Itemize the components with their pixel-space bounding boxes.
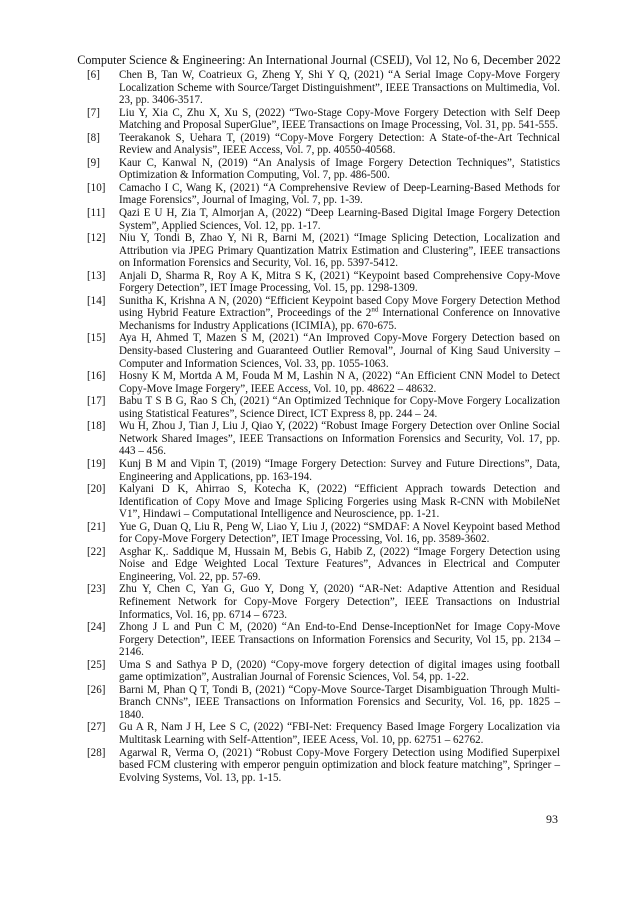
reference-item	[78, 721, 560, 746]
reference-number: [22]	[87, 545, 106, 558]
reference-text	[119, 621, 560, 659]
reference-text-main: Zhu Y, Chen C, Yan G, Guo Y, Dong Y, (2020) “AR-Net: Adaptive Attention and Residual Refinement Network for Copy-Move Forgery Detection”, IEEE Transactions on Industrial Informatics, Vol. 16, pp. 6714 – 6723.	[119, 583, 560, 621]
reference-text	[119, 232, 560, 270]
reference-text-main: Gu A R, Nam J H, Lee S C, (2022) “FBI-Net: Frequency Based Image Forgery Localization via Multitask Learning with Self-Attention”, IEEE Acess, Vol. 10, pp. 62751 – 62762.	[119, 721, 560, 746]
reference-item	[78, 395, 560, 420]
reference-text-main: Babu T S B G, Rao S Ch, (2021) “An Optimized Technique for Copy-Move Forgery Localization using Statistical Features”, Science Direct, ICT Express 8, pp. 244 – 24.	[119, 395, 560, 420]
reference-text-main: Anjali D, Sharma R, Roy A K, Mitra S K, (2021) “Keypoint based Comprehensive Copy-Move Forgery Detection”, IET Image Processing, Vol. 15, pp. 1298-1309.	[119, 269, 560, 295]
reference-number: [7]	[87, 106, 100, 119]
reference-text	[119, 483, 560, 521]
reference-text	[119, 132, 560, 157]
reference-list	[78, 69, 560, 784]
reference-number: [17]	[87, 395, 106, 408]
reference-item	[78, 332, 560, 370]
reference-text	[119, 157, 560, 182]
reference-number: [25]	[87, 658, 106, 671]
reference-number: [10]	[87, 181, 106, 194]
journal-header: Computer Science & Engineering: An International Journal (CSEIJ), Vol 12, No 6, December 2022	[77, 53, 561, 67]
reference-number: [14]	[87, 294, 106, 307]
reference-text	[119, 270, 560, 295]
reference-number: [27]	[87, 721, 106, 734]
reference-text-main: Kaur C, Kanwal N, (2019) “An Analysis of Image Forgery Detection Techniques”, Statistics Optimization & Information Computing, Vol. 7, pp. 486-500.	[119, 156, 560, 182]
reference-item	[78, 132, 560, 157]
reference-number: [28]	[87, 746, 106, 759]
reference-text	[119, 332, 560, 370]
reference-text	[119, 721, 560, 746]
reference-text-main: Qazi E U H, Zia T, Almorjan A, (2022) “Deep Learning-Based Digital Image Forgery Detection System”, Applied Sciences, Vol. 12, pp. 1-17.	[119, 207, 560, 232]
reference-item	[78, 207, 560, 232]
reference-number: [19]	[87, 457, 106, 470]
reference-text	[119, 659, 560, 684]
reference-text-main: Chen B, Tan W, Coatrieux G, Zheng Y, Shi Y Q, (2021) “A Serial Image Copy-Move Forgery Localization Scheme with Source/Target Distinguishment”, IEEE Transactions on Multimedia, Vol. 23, pp. 3406-3517.	[119, 69, 560, 107]
reference-text	[119, 295, 560, 333]
reference-text	[119, 69, 560, 107]
reference-text	[119, 107, 560, 132]
reference-text-main: Sunitha K, Krishna A N, (2020) “Efficient Keypoint based Copy Move Forgery Detection Method using Hybrid Feature Extraction”, Proceedings of the 2	[119, 294, 560, 320]
reference-text	[119, 420, 560, 458]
reference-text-main: Wu H, Zhou J, Tian J, Liu J, Qiao Y, (2022) “Robust Image Forgery Detection over Online Social Network Shared Images”, IEEE Transactions on Information Forensics and Security, Vol. 17, pp. 443 – 456.	[119, 420, 560, 458]
reference-number: [12]	[87, 232, 106, 245]
reference-item	[78, 232, 560, 270]
page-number: 93	[546, 812, 558, 826]
reference-number: [24]	[87, 621, 106, 634]
reference-number: [8]	[87, 131, 100, 144]
reference-number: [21]	[87, 520, 106, 533]
reference-item	[78, 69, 560, 107]
reference-number: [18]	[87, 420, 106, 433]
reference-text-main: Niu Y, Tondi B, Zhao Y, Ni R, Barni M, (2021) “Image Splicing Detection, Localization and Attribution via JPEG Primary Quantization Matrix Estimation and Clustering”, IEEE transactions on Information Forensics and Security, Vol. 16, pp. 5397-5412.	[119, 232, 560, 270]
reference-text-main: Yue G, Duan Q, Liu R, Peng W, Liao Y, Liu J, (2022) “SMDAF: A Novel Keypoint based Method for Copy-Move Forgery Detection”, IET Image Processing, Vol. 16, pp. 3589-3602.	[119, 520, 560, 546]
reference-text	[119, 747, 560, 785]
reference-text-main: Zhong J L and Pun C M, (2020) “An End-to-End Dense-InceptionNet for Image Copy-Move Forgery Detection”, IEEE Transactions on Information Forensics and Security, Vol 15, pp. 2134 – 2146.	[119, 621, 560, 659]
reference-text	[119, 182, 560, 207]
reference-number: [20]	[87, 483, 106, 496]
reference-item	[78, 270, 560, 295]
reference-text-main: Teerakanok S, Uehara T, (2019) “Copy-Move Forgery Detection: A State-of-the-Art Technical Review and Analysis”, IEEE Access, Vol. 7, pp. 40550-40568.	[119, 131, 560, 157]
reference-text	[119, 395, 560, 420]
reference-text	[119, 521, 560, 546]
reference-text-main: Asghar K,. Saddique M, Hussain M, Bebis G, Habib Z, (2022) “Image Forgery Detection using Noise and Edge Weighted Local Texture Features”, Advances in Electrical and Computer Engineering, Vol. 22, pp. 57-69.	[119, 545, 560, 583]
reference-text	[119, 207, 560, 232]
ordinal-superscript: nd	[371, 305, 379, 314]
reference-item	[78, 370, 560, 395]
reference-text-main: Kalyani D K, Ahirrao S, Kotecha K, (2022) “Efficient Apprach towards Detection and Identification of Copy Move and Image Splicing Forgeries using Mask R-CNN with MobileNet V1”, Hindawi – Computational Intelligence and Neuroscience, pp. 1-21.	[119, 483, 560, 521]
reference-text-main: Uma S and Sathya P D, (2020) “Copy-move forgery detection of digital images using football game optimization”, Australian Journal of Forensic Sciences, Vol. 54, pp. 1-22.	[119, 658, 560, 684]
reference-item	[78, 621, 560, 659]
reference-text-main: Liu Y, Xia C, Zhu X, Xu S, (2022) “Two-Stage Copy-Move Forgery Detection with Self Deep Matching and Proposal SuperGlue”, IEEE Transactions on Image Processing, Vol. 31, pp. 541-555.	[119, 106, 560, 132]
reference-item	[78, 295, 560, 333]
reference-text	[119, 458, 560, 483]
reference-text-main: Barni M, Phan Q T, Tondi B, (2021) “Copy-Move Source-Target Disambiguation Through Multi-Branch CNNs”, IEEE Transactions on Information Forensics and Security, Vol. 16, pp. 1825 – 1840.	[119, 683, 560, 721]
reference-item	[78, 420, 560, 458]
reference-item	[78, 182, 560, 207]
reference-number: [23]	[87, 583, 106, 596]
reference-item	[78, 157, 560, 182]
reference-number: [11]	[87, 207, 105, 220]
reference-text-main: Camacho I C, Wang K, (2021) “A Comprehensive Review of Deep-Learning-Based Methods for Image Forensics”, Journal of Imaging, Vol. 7, pp. 1-39.	[119, 181, 560, 207]
reference-text	[119, 583, 560, 621]
reference-text-main: Kunj B M and Vipin T, (2019) “Image Forgery Detection: Survey and Future Directions”, Data, Engineering and Applications, pp. 163-194.	[119, 457, 560, 483]
reference-number: [26]	[87, 683, 106, 696]
reference-number: [9]	[87, 156, 100, 169]
reference-number: [15]	[87, 332, 106, 345]
reference-text	[119, 684, 560, 722]
reference-item	[78, 458, 560, 483]
reference-text	[119, 370, 560, 395]
reference-item	[78, 483, 560, 521]
reference-item	[78, 521, 560, 546]
reference-text-continued: International Conference on Innovative Mechanisms for Industry Applications (ICIMIA), pp. 670-675.	[119, 307, 560, 332]
reference-text-main: Hosny K M, Mortda A M, Fouda M M, Lashin N A, (2022) “An Efficient CNN Model to Detect Copy-Move Image Forgery”, IEEE Access, Vol. 10, pp. 48622 – 48632.	[119, 370, 560, 395]
reference-item	[78, 659, 560, 684]
reference-item	[78, 107, 560, 132]
reference-text-main: Agarwal R, Verma O, (2021) “Robust Copy-Move Forgery Detection using Modified Superpixel based FCM clustering with emperor penguin optimization and block feature matching”, Springer – Evolving Systems, Vol. 13, pp. 1-15.	[119, 746, 560, 784]
reference-number: [16]	[87, 370, 106, 383]
reference-text	[119, 546, 560, 584]
reference-item	[78, 747, 560, 785]
reference-item	[78, 684, 560, 722]
reference-number: [13]	[87, 269, 106, 282]
reference-text-main: Aya H, Ahmed T, Mazen S M, (2021) “An Improved Copy-Move Forgery Detection based on Density-based Clustering and Guaranteed Outlier Removal”, Journal of King Saud University – Computer and Information Sciences, Vol. 33, pp. 1055-1063.	[119, 332, 560, 370]
reference-number: [6]	[87, 69, 100, 81]
reference-item	[78, 546, 560, 584]
reference-item	[78, 583, 560, 621]
